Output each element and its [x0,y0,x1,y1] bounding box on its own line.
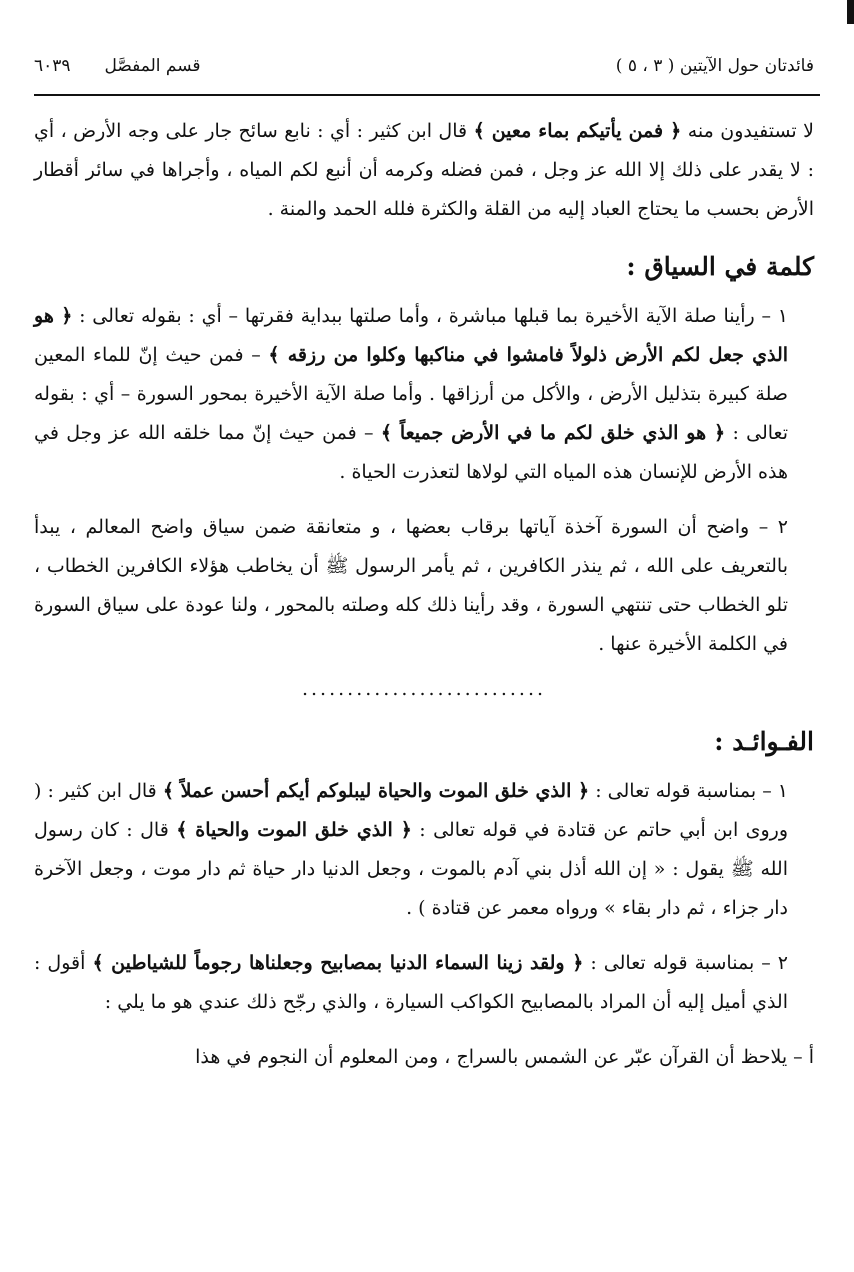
fawaid-text-b: قال ابن كثير : ( وروى ابن أبي حاتم عن قتادة في قوله تعالى : [34,780,789,841]
page-body [34,112,814,1077]
fawaid-text-c: قال : كان رسول الله ﷺ يقول : « إن الله أذل بني آدم بالموت ، وجعل الدنيا دار حياة ثم دار موت ، وجعل الآخرة دار جزاء ، ثم دار بقاء » ورواه معمر عن قتادة ) . [34,819,788,919]
fawaid2-text-b: أقول : الذي أميل إليه أن المراد بالمصابيح الكواكب السيارة ، والذي رجّح ذلك عندي هو ما يلي : [34,952,788,1013]
header-left-group [34,56,201,76]
quran-verse: ﴿ الذي خلق الموت والحياة ليبلوكم أيكم أحسن عملاً ﴾ [162,780,590,802]
quran-verse: ﴿ ولقد زينا السماء الدنيا بمصابيح وجعلناها رجوماً للشياطين ﴾ [92,952,584,974]
opening-text-b: قال ابن كثير : أي : نابع سائح جار على وجه الأرض ، أي : لا يقدر على ذلك إلا الله عز وجل ، فمن فضله وكرمه أن أنبع لكم المياه ، وأجراها في سائر أقطار الأرض بحسب ما يحتاج العباد إليه من القلة والكثرة فلله الحمد والمنة . [34,120,814,220]
page-number: ٦٠٣٩ [34,56,71,76]
siyaq-text-c: – فمن حيث إنّ مما خلقه الله عز وجل في هذه الأرض للإنسان هذه المياه التي لولاها لتعذرت الحياة . [34,422,788,483]
section-name: قسم المفصَّل [104,56,201,76]
siyaq-heading: كلمة في السياق : [626,252,814,281]
paragraph-gap [34,928,814,944]
section-separator: ........................... [301,678,547,700]
fawaid-paragraph-3: أ – يلاحظ أن القرآن عبّر عن الشمس بالسراج ، ومن المعلوم أن النجوم في هذا [195,1046,814,1068]
opening-paragraph [34,112,814,229]
fawaid2-text-a: ٢ – بمناسبة قوله تعالى : [590,952,788,974]
siyaq-text-b: – فمن حيث إنّ للماء المعين صلة كبيرة بتذليل الأرض ، والأكل من أرزاقها . وأما صلة الآية الأخيرة بمحور السورة – أي : بقوله تعالى : [34,344,789,444]
siyaq-paragraph-1 [34,297,814,492]
paragraph-gap [34,492,814,508]
siyaq-text-a: ١ – رأينا صلة الآية الأخيرة بما قبلها مباشرة ، وأما صلتها ببداية فقرتها – أي : بقوله تعالى : [79,305,788,327]
book-title: فائدتان حول الآيتين ( ٣ ، ٥ ) [615,56,814,76]
quran-verse: ﴿ هو الذي خلق لكم ما في الأرض جميعاً ﴾ [380,422,726,444]
fawaid-text-a: ١ – بمناسبة قوله تعالى : [595,780,788,802]
fawaid-paragraph-2 [34,944,814,1022]
quran-verse: ﴿ هو الذي جعل لكم الأرض ذلولاً فامشوا في مناكبها وكلوا من رزقه ﴾ [34,305,789,366]
siyaq-paragraph-2: ٢ – واضح أن السورة آخذة آياتها برقاب بعضها ، و متعانقة ضمن سياق واضح المعالم ، يبدأ بالتعريف على الله ، ثم ينذر الكافرين ، ثم يأمر الرسول ﷺ أن يخاطب هؤلاء الكافرين الخطاب ، تلو الخطاب حتى تنتهي السورة ، وقد رأينا ذلك كله وصلته بالمحور ، ولنا عودة على سياق السورة في الكلمة الأخيرة عنها . [34,516,788,655]
quran-verse: ﴿ الذي خلق الموت والحياة ﴾ [176,819,412,841]
paragraph-gap [34,1022,814,1038]
quran-verse: ﴿ فمن يأتيكم بماء معين ﴾ [473,120,682,142]
fawaid-heading: الفـوائـد : [714,727,814,756]
header-rule [34,94,820,96]
page-edge-mark [847,0,854,24]
fawaid-paragraph-1 [34,772,814,928]
opening-text-a: لا تستفيدون منه [687,120,814,142]
running-header [34,56,814,76]
